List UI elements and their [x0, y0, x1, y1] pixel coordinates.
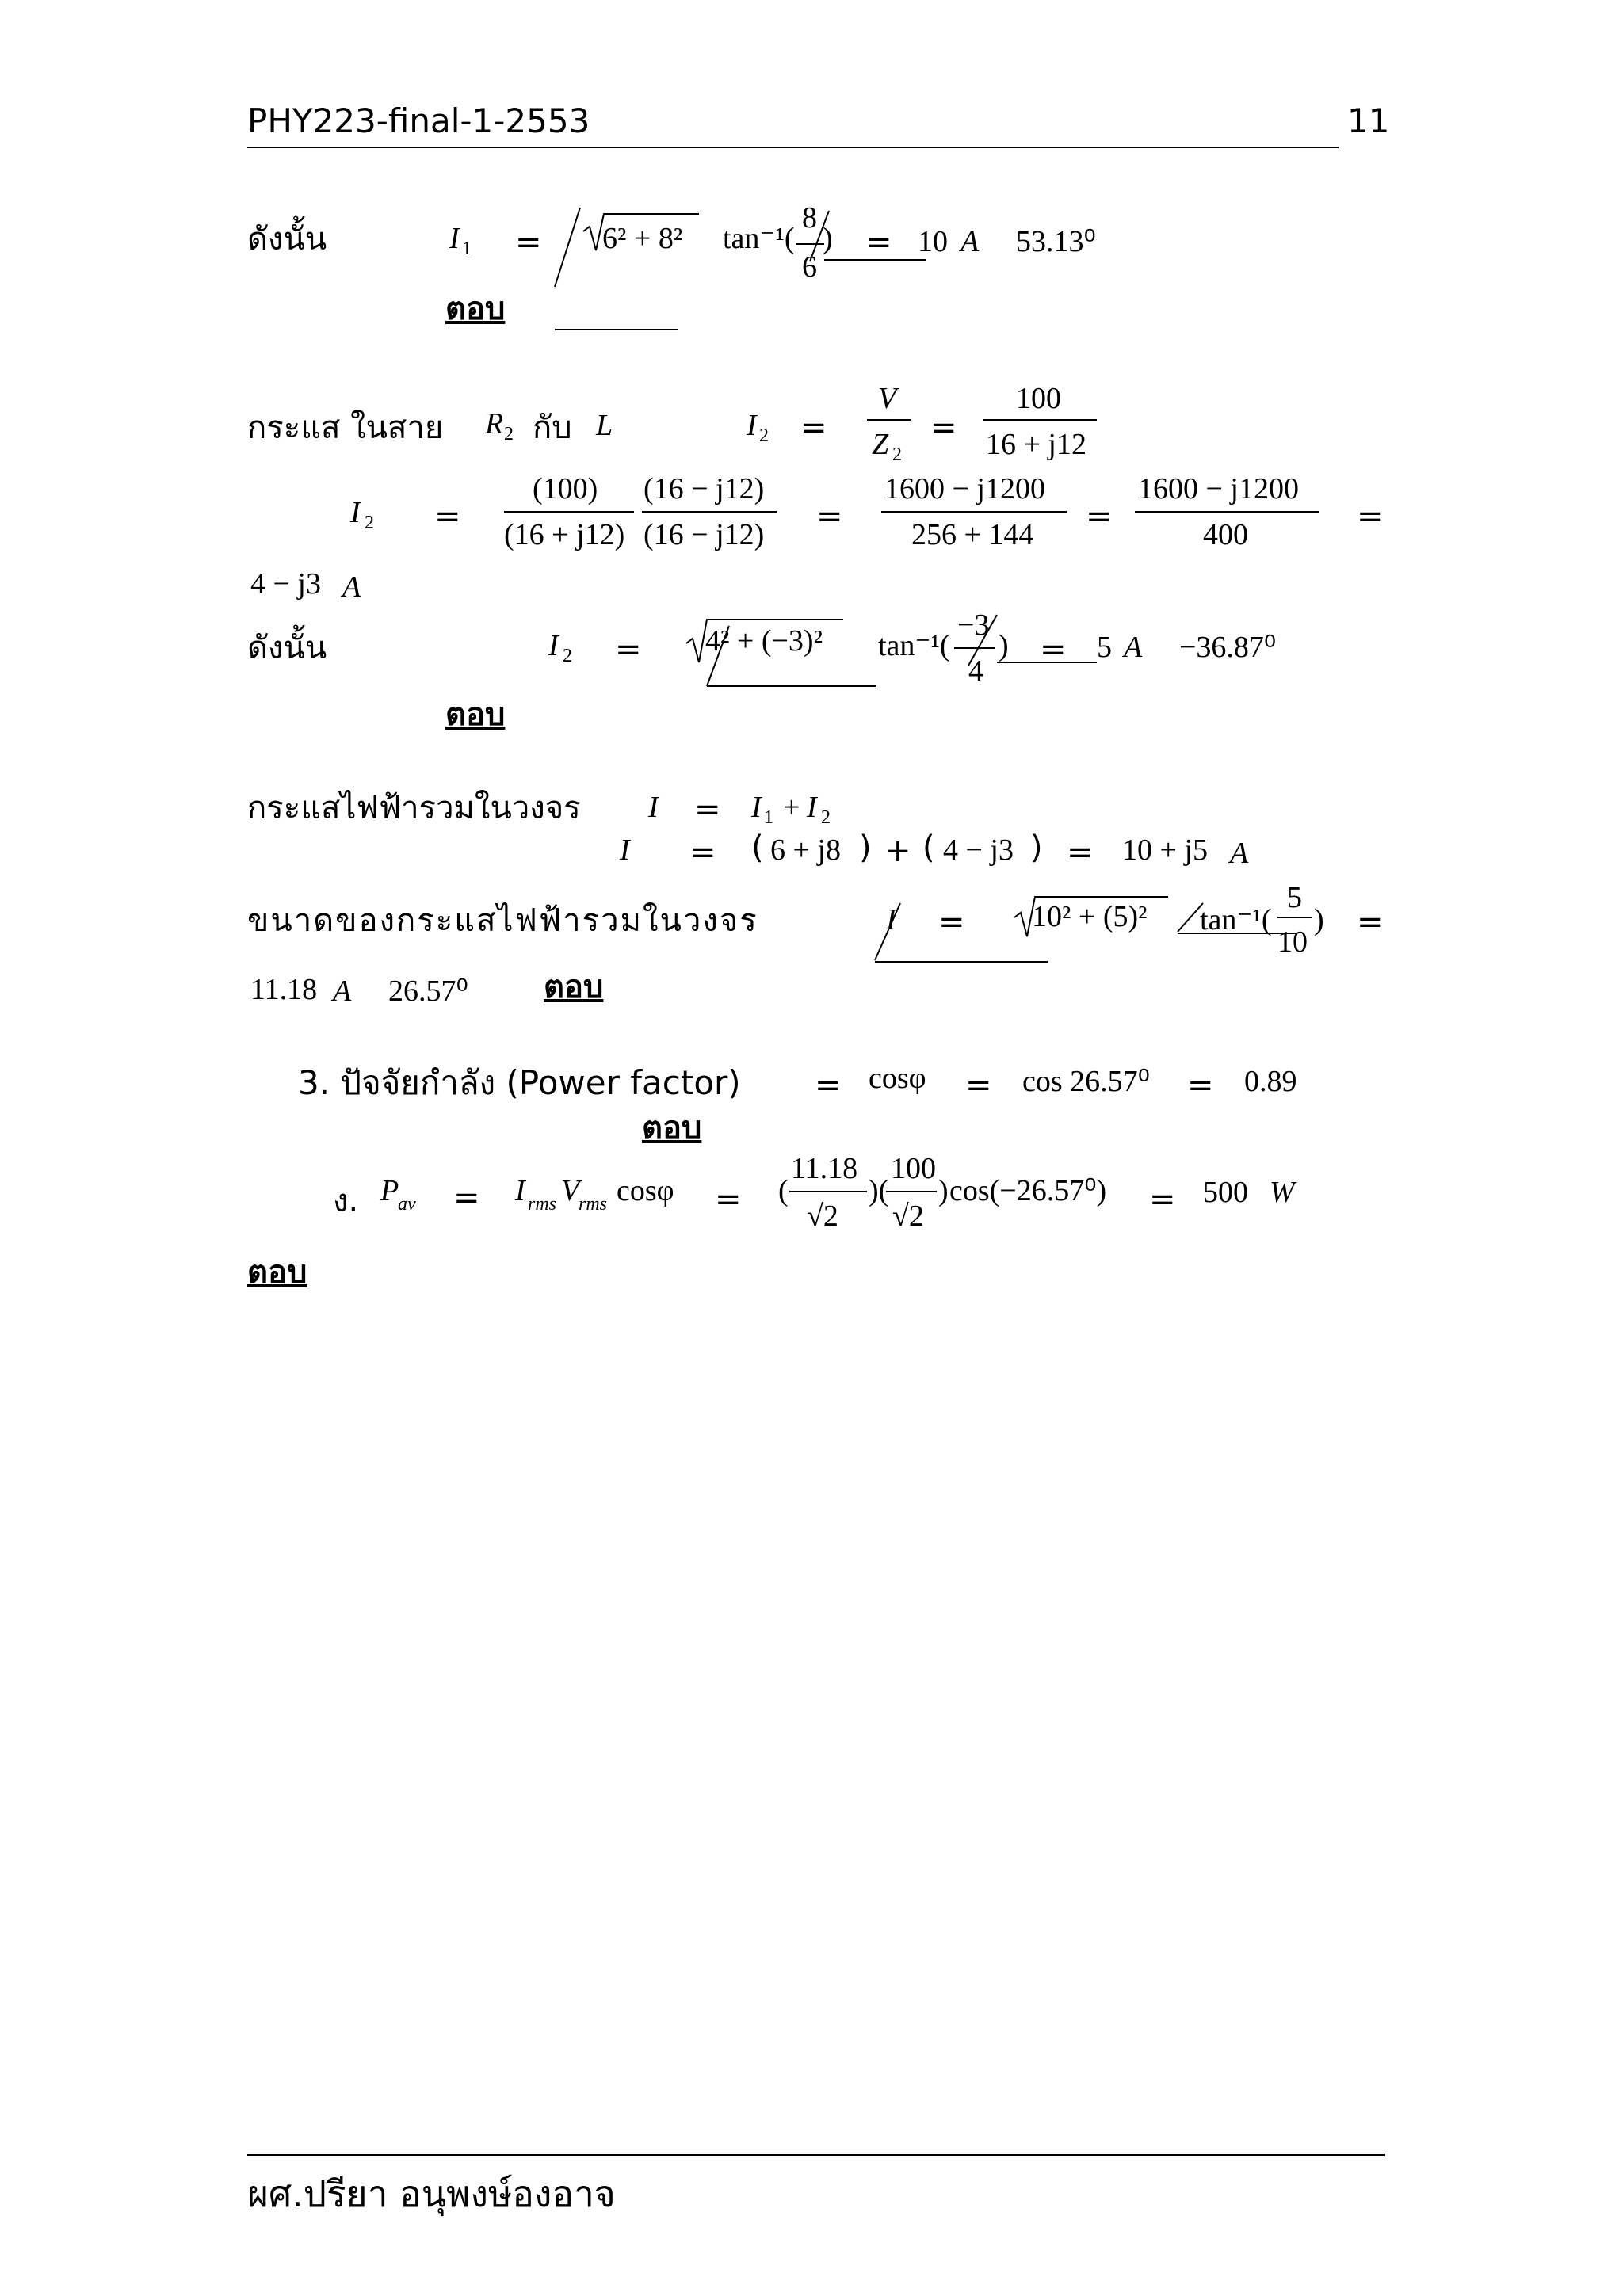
eq6-open-1: ( [751, 830, 764, 866]
eq2-frac-z-sub: 2 [892, 444, 902, 465]
eq1-slash [555, 208, 580, 287]
eq2-equals-2: = [930, 410, 957, 446]
eq6-result: 10 + j5 [1122, 833, 1208, 867]
eq3-result: 4 − j3 [250, 567, 321, 601]
header-title: PHY223-final-1-2553 [247, 101, 590, 140]
eq3-lhs-sub: 2 [365, 513, 374, 533]
eq1-frac-den: 6 [802, 250, 817, 284]
eq3-n2: (16 − j12) [643, 472, 765, 505]
eq8-equals-3: = [1187, 1067, 1214, 1104]
eq6-plus: + [884, 833, 911, 869]
eq6-unit: A [1230, 837, 1249, 870]
eq7-frac-num: 5 [1287, 881, 1302, 914]
eq1-result: 10 [918, 225, 948, 258]
answer-2: ตอบ [445, 696, 506, 733]
eq9-cos: cosφ [617, 1174, 674, 1207]
eq9-i-sub: rms [528, 1194, 557, 1215]
eq4-result: 5 [1097, 631, 1112, 664]
eq9-equals: = [453, 1180, 480, 1216]
eq4-tan: tan⁻¹( [878, 629, 950, 662]
eq2-lhs: I [747, 409, 757, 442]
eq7-result: 11.18 [250, 973, 318, 1006]
header-rule [247, 147, 1339, 148]
eq6-equals: = [689, 834, 716, 871]
eq1-lhs: I [449, 222, 460, 255]
label-magnitude-total: ขนาดของกระแสไฟฟ้ารวมในวงจร [247, 902, 758, 939]
eq9-d1: √2 [807, 1199, 838, 1233]
eq3-n1: (100) [533, 472, 598, 505]
eq5-lhs: I [648, 791, 659, 824]
eq6-lhs: I [620, 833, 630, 867]
eq4-frac-den: 4 [968, 654, 983, 688]
eq2-frac-z: Z [872, 428, 889, 461]
eq4-angle: −36.87⁰ [1179, 631, 1277, 664]
eq3-d3: 256 + 144 [911, 518, 1034, 551]
eq8-cos-phi: cosφ [869, 1062, 926, 1095]
eq2-frac-den: 16 + j12 [986, 428, 1086, 461]
eq3-equals-4: = [1357, 498, 1384, 535]
eq1-tan: tan⁻¹( [723, 222, 795, 255]
eq3-equals-2: = [816, 498, 843, 535]
eq3-unit: A [342, 570, 361, 604]
eq3-n4: 1600 − j1200 [1138, 472, 1299, 505]
eq1-frac-num: 8 [802, 201, 817, 235]
eq5-equals: = [694, 791, 721, 828]
eq5-s2: 2 [821, 807, 831, 828]
eq4-sqrt: 4² + (−3)² [705, 624, 823, 658]
eq9-open: ( [778, 1174, 789, 1207]
eq3-d4: 400 [1203, 518, 1248, 551]
eq7-equals-2: = [1357, 904, 1384, 940]
eq5-s1: 1 [764, 807, 773, 828]
eq3-equals: = [434, 498, 461, 535]
eq9-unit: W [1270, 1176, 1295, 1209]
eq7-lhs: I [886, 903, 896, 936]
label-power-factor: 3. ปัจจัยกำลัง (Power factor) [298, 1063, 741, 1102]
eq8-result: 0.89 [1244, 1065, 1297, 1098]
eq9-n2: 100 [891, 1152, 936, 1185]
eq9-v-sub: rms [579, 1194, 608, 1215]
eq6-equals-2: = [1067, 834, 1094, 871]
label-therefore-2: ดังนั้น [247, 630, 327, 666]
answer-5: ตอบ [247, 1254, 307, 1291]
eq3-equals-3: = [1086, 498, 1113, 535]
eq9-cos2-prefix: ) [938, 1174, 949, 1207]
eq9-result: 500 [1203, 1176, 1248, 1209]
eq9-cos2: cos(−26.57⁰) [949, 1174, 1107, 1207]
eq6-b: 4 − j3 [943, 833, 1014, 867]
page-number: 11 [1347, 101, 1390, 140]
eq4-close: ) [999, 629, 1009, 662]
footer-rule [247, 2154, 1385, 2156]
eq5-i2: I [807, 791, 817, 824]
eq3-d1: (16 + j12) [504, 518, 625, 551]
label-total-current: กระแสไฟฟ้ารวมในวงจร [247, 790, 581, 826]
eq4-lhs-sub: 2 [563, 646, 572, 666]
eq9-v: V [561, 1174, 580, 1207]
eq8-equals-2: = [965, 1067, 992, 1104]
answer-1: ตอบ [445, 291, 506, 327]
eq7-equals: = [938, 904, 965, 940]
eq9-equals-2: = [715, 1181, 742, 1218]
footer-author: ผศ.ปรียา อนุพงษ์องอาจ [247, 2172, 616, 2215]
label-item-d: ง. [333, 1183, 359, 1219]
eq8-cos-val: cos 26.57⁰ [1022, 1065, 1150, 1098]
eq9-i: I [515, 1174, 525, 1207]
eq3-d2: (16 − j12) [643, 518, 765, 551]
eq5-i1: I [751, 791, 762, 824]
eq7-angle: 26.57⁰ [388, 974, 468, 1008]
eq1-equals: = [515, 224, 542, 261]
eq9-equals-3: = [1149, 1181, 1176, 1218]
eq1-lhs-sub: 1 [462, 238, 472, 259]
eq6-close-1: ) [859, 830, 872, 866]
eq1-sqrt: 6² + 8² [602, 222, 683, 255]
eq7-unit: A [333, 974, 352, 1008]
eq2-equals: = [800, 410, 827, 446]
eq2-R: R [485, 407, 504, 441]
label-therefore-1: ดังนั้น [247, 221, 327, 257]
label-with: กับ [533, 410, 572, 446]
eq9-d2: √2 [892, 1199, 924, 1233]
eq7-close: ) [1314, 903, 1324, 936]
label-current-branch: กระแส ในสาย [247, 410, 444, 446]
eq4-unit: A [1124, 631, 1143, 664]
eq9-lhs-sub: av [398, 1194, 416, 1215]
eq6-close-2: ) [1030, 830, 1043, 866]
eq2-frac-v: V [878, 382, 897, 415]
eq2-frac-num: 100 [1016, 382, 1061, 415]
answer-3: ตอบ [544, 969, 604, 1005]
eq4-equals: = [615, 631, 642, 668]
eq9-lhs: P [380, 1174, 399, 1207]
eq4-frac-num: −3 [957, 608, 990, 642]
eq4-equals-2: = [1040, 631, 1067, 668]
eq2-R-sub: 2 [504, 424, 514, 444]
eq4-lhs: I [548, 629, 559, 662]
eq7-tan: tan⁻¹( [1200, 903, 1272, 936]
eq1-angle: 53.13⁰ [1016, 225, 1096, 258]
eq2-lhs-sub: 2 [759, 425, 769, 446]
eq2-L: L [596, 409, 613, 442]
eq6-a: 6 + j8 [770, 833, 841, 867]
eq6-open-2: ( [922, 830, 935, 866]
eq1-close: ) [823, 222, 833, 255]
eq3-lhs: I [350, 496, 361, 529]
eq3-n3: 1600 − j1200 [884, 472, 1045, 505]
eq9-mid: )( [869, 1174, 889, 1207]
eq7-sqrt: 10² + (5)² [1032, 900, 1148, 933]
eq7-frac-den: 10 [1277, 925, 1308, 959]
eq1-unit: A [960, 225, 980, 258]
eq5-plus: + [783, 791, 800, 824]
eq8-equals: = [815, 1067, 842, 1104]
eq1-equals-2: = [865, 224, 892, 261]
eq9-n1: 11.18 [791, 1152, 858, 1185]
answer-4: ตอบ [642, 1110, 702, 1146]
